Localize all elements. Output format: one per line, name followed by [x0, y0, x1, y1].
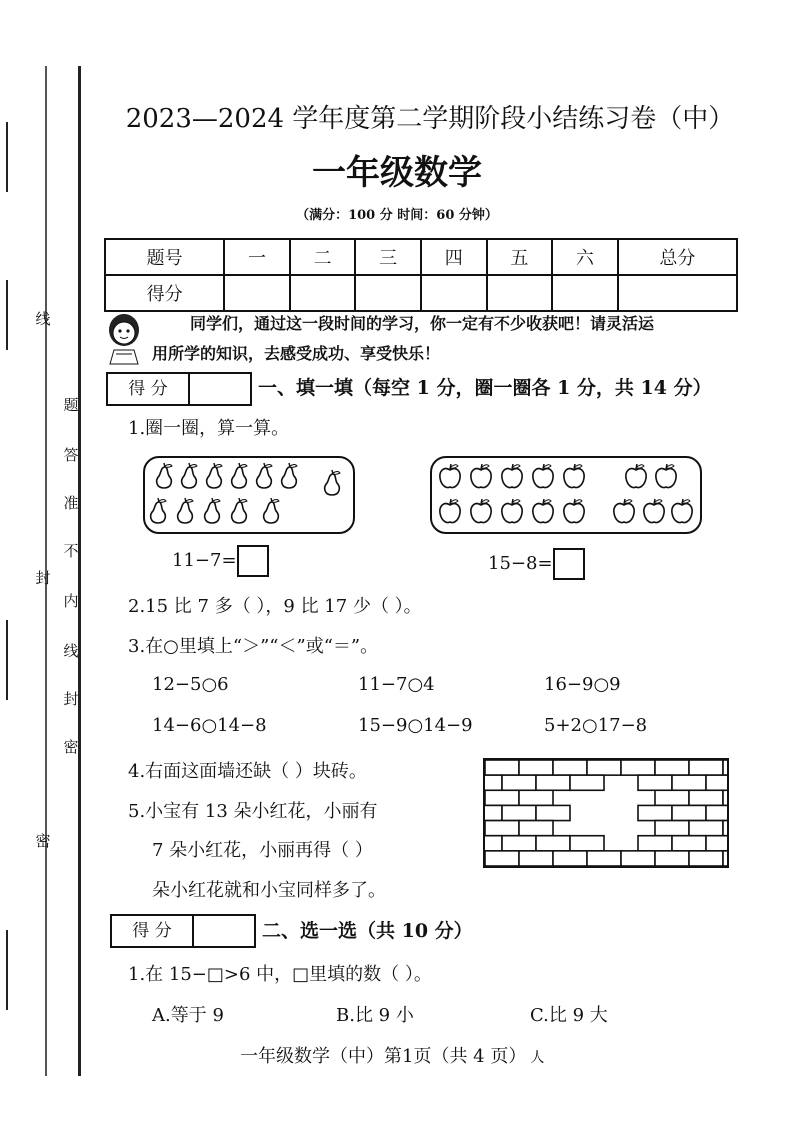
intro-line-2: 用所学的知识，去感受成功、享受快乐！ [152, 344, 441, 363]
brick [706, 775, 727, 790]
margin-label: 题 [63, 396, 79, 414]
score-cell[interactable] [224, 275, 290, 311]
brick [723, 760, 727, 775]
brick [723, 851, 727, 866]
score-cell[interactable] [487, 275, 553, 311]
brick [621, 851, 655, 866]
brick [553, 851, 587, 866]
option-c[interactable]: C.比 9 大 [530, 1005, 608, 1026]
margin-label: 封 [35, 569, 51, 587]
brick [672, 836, 706, 851]
score-cell[interactable] [421, 275, 487, 311]
score-cell[interactable] [355, 275, 421, 311]
section2-title: 二、选一选（共 10 分） [262, 920, 473, 942]
compare-item[interactable]: 11−7○4 [358, 674, 435, 695]
brick [519, 851, 553, 866]
section2-score-box [110, 914, 256, 948]
brick [638, 775, 672, 790]
question-3: 3.在○里填上“＞”“＜”或“＝”。 [128, 636, 379, 657]
brick [485, 836, 502, 851]
brick [621, 760, 655, 775]
binding-mark [6, 280, 8, 350]
score-header-cell: 三 [355, 239, 421, 275]
score-header-cell: 二 [290, 239, 356, 275]
brick [587, 851, 621, 866]
exam-meta: （满分：100 分 时间：60 分钟） [296, 208, 498, 223]
footer-text: 一年级数学（中）第1页（共 4 页） [240, 1046, 527, 1067]
score-header-cell: 六 [552, 239, 618, 275]
brick [723, 821, 727, 836]
brick [485, 821, 519, 836]
brick [485, 851, 519, 866]
score-box-label: 得 分 [112, 916, 194, 946]
apple-expression-text: 15−8= [488, 553, 553, 574]
compare-item[interactable]: 15−9○14−9 [358, 715, 473, 736]
brick [519, 790, 553, 805]
margin-label: 不 [63, 542, 79, 560]
score-cell[interactable] [552, 275, 618, 311]
score-row-label: 得分 [105, 275, 224, 311]
binding-mark [6, 620, 8, 700]
section1-title: 一、填一填（每空 1 分，圈一圈各 1 分，共 14 分） [258, 377, 712, 399]
score-table [104, 238, 738, 312]
margin-label: 线 [63, 642, 79, 660]
pear-icons [145, 458, 353, 532]
margin-label: 密 [35, 832, 51, 850]
brick [587, 760, 621, 775]
apple-answer-box[interactable] [553, 548, 585, 580]
brick [638, 836, 672, 851]
option-b[interactable]: B.比 9 小 [336, 1005, 414, 1026]
brick [485, 775, 502, 790]
compare-item[interactable]: 12−5○6 [152, 674, 229, 695]
girl-avatar-icon [104, 310, 144, 366]
compare-item[interactable]: 16−9○9 [544, 674, 621, 695]
pear-expression [172, 545, 269, 577]
apple-group [430, 456, 702, 534]
question-1: 1.圈一圈，算一算。 [128, 418, 290, 439]
brick [536, 836, 570, 851]
option-a[interactable]: A.等于 9 [152, 1005, 224, 1026]
margin-label: 内 [63, 592, 79, 610]
brick [570, 775, 604, 790]
brick [706, 805, 727, 820]
score-header-cell: 四 [421, 239, 487, 275]
compare-item[interactable]: 14−6○14−8 [152, 715, 267, 736]
brick [485, 760, 519, 775]
brick [655, 851, 689, 866]
brick [485, 805, 502, 820]
score-header-cell: 一 [224, 239, 290, 275]
compare-item[interactable]: 5+2○17−8 [544, 715, 648, 736]
brick [536, 805, 570, 820]
intro-line-1: 同学们，通过这一段时间的学习，你一定有不少收获吧！请灵活运 [190, 314, 655, 333]
brick [519, 821, 553, 836]
brick [689, 760, 723, 775]
brick [655, 790, 689, 805]
question-5-line-3: 朵小红花就和小宝同样多了。 [152, 880, 386, 901]
margin-label: 密 [63, 738, 79, 756]
brick [519, 760, 553, 775]
pear-group [143, 456, 355, 534]
brick [655, 760, 689, 775]
brick [536, 775, 570, 790]
page-footer [240, 1042, 544, 1068]
brick [570, 836, 604, 851]
exam-title: 2023—2024 学年度第二学期阶段小结练习卷（中） [125, 104, 735, 134]
score-box-label: 得 分 [108, 374, 190, 404]
brick [723, 790, 727, 805]
margin-label: 线 [35, 310, 51, 328]
brick [638, 805, 672, 820]
brick [485, 790, 519, 805]
brick [689, 790, 723, 805]
brick [672, 775, 706, 790]
apple-icons [432, 458, 700, 532]
score-cell[interactable] [290, 275, 356, 311]
score-box-input[interactable] [190, 374, 250, 404]
brick [689, 821, 723, 836]
score-cell[interactable] [618, 275, 737, 311]
brick [689, 851, 723, 866]
score-header-cell: 总分 [618, 239, 737, 275]
question-5-line-1: 5.小宝有 13 朵小红花，小丽有 [128, 801, 378, 822]
brick [672, 805, 706, 820]
pear-expression-text: 11−7= [172, 550, 237, 571]
binding-mark [6, 930, 8, 1010]
subject-title: 一年级数学 [312, 153, 482, 193]
brick [502, 805, 536, 820]
score-box-input[interactable] [194, 916, 254, 946]
margin-label: 封 [63, 690, 79, 708]
pear-answer-box[interactable] [237, 545, 269, 577]
apple-expression [488, 548, 585, 580]
brick [502, 775, 536, 790]
brick [502, 836, 536, 851]
footer-mark: 人 [530, 1050, 545, 1066]
brick-wall-icon [485, 760, 727, 866]
score-header-cell: 五 [487, 239, 553, 275]
question-5-line-2: 7 朵小红花，小丽再得（ ） [152, 840, 373, 861]
brick [655, 821, 689, 836]
section1-score-box [106, 372, 252, 406]
score-header-cell: 题号 [105, 239, 224, 275]
question-2: 2.15 比 7 多（ ），9 比 17 少（ ）。 [128, 596, 422, 617]
question-4: 4.右面这面墙还缺（ ）块砖。 [128, 761, 367, 782]
section2-question-1: 1.在 15−□>6 中，□里填的数（ ）。 [128, 964, 432, 985]
brick-wall-illustration [483, 758, 729, 868]
margin-label: 答 [63, 446, 79, 464]
margin-label: 准 [63, 494, 79, 512]
brick [553, 760, 587, 775]
brick [706, 836, 727, 851]
